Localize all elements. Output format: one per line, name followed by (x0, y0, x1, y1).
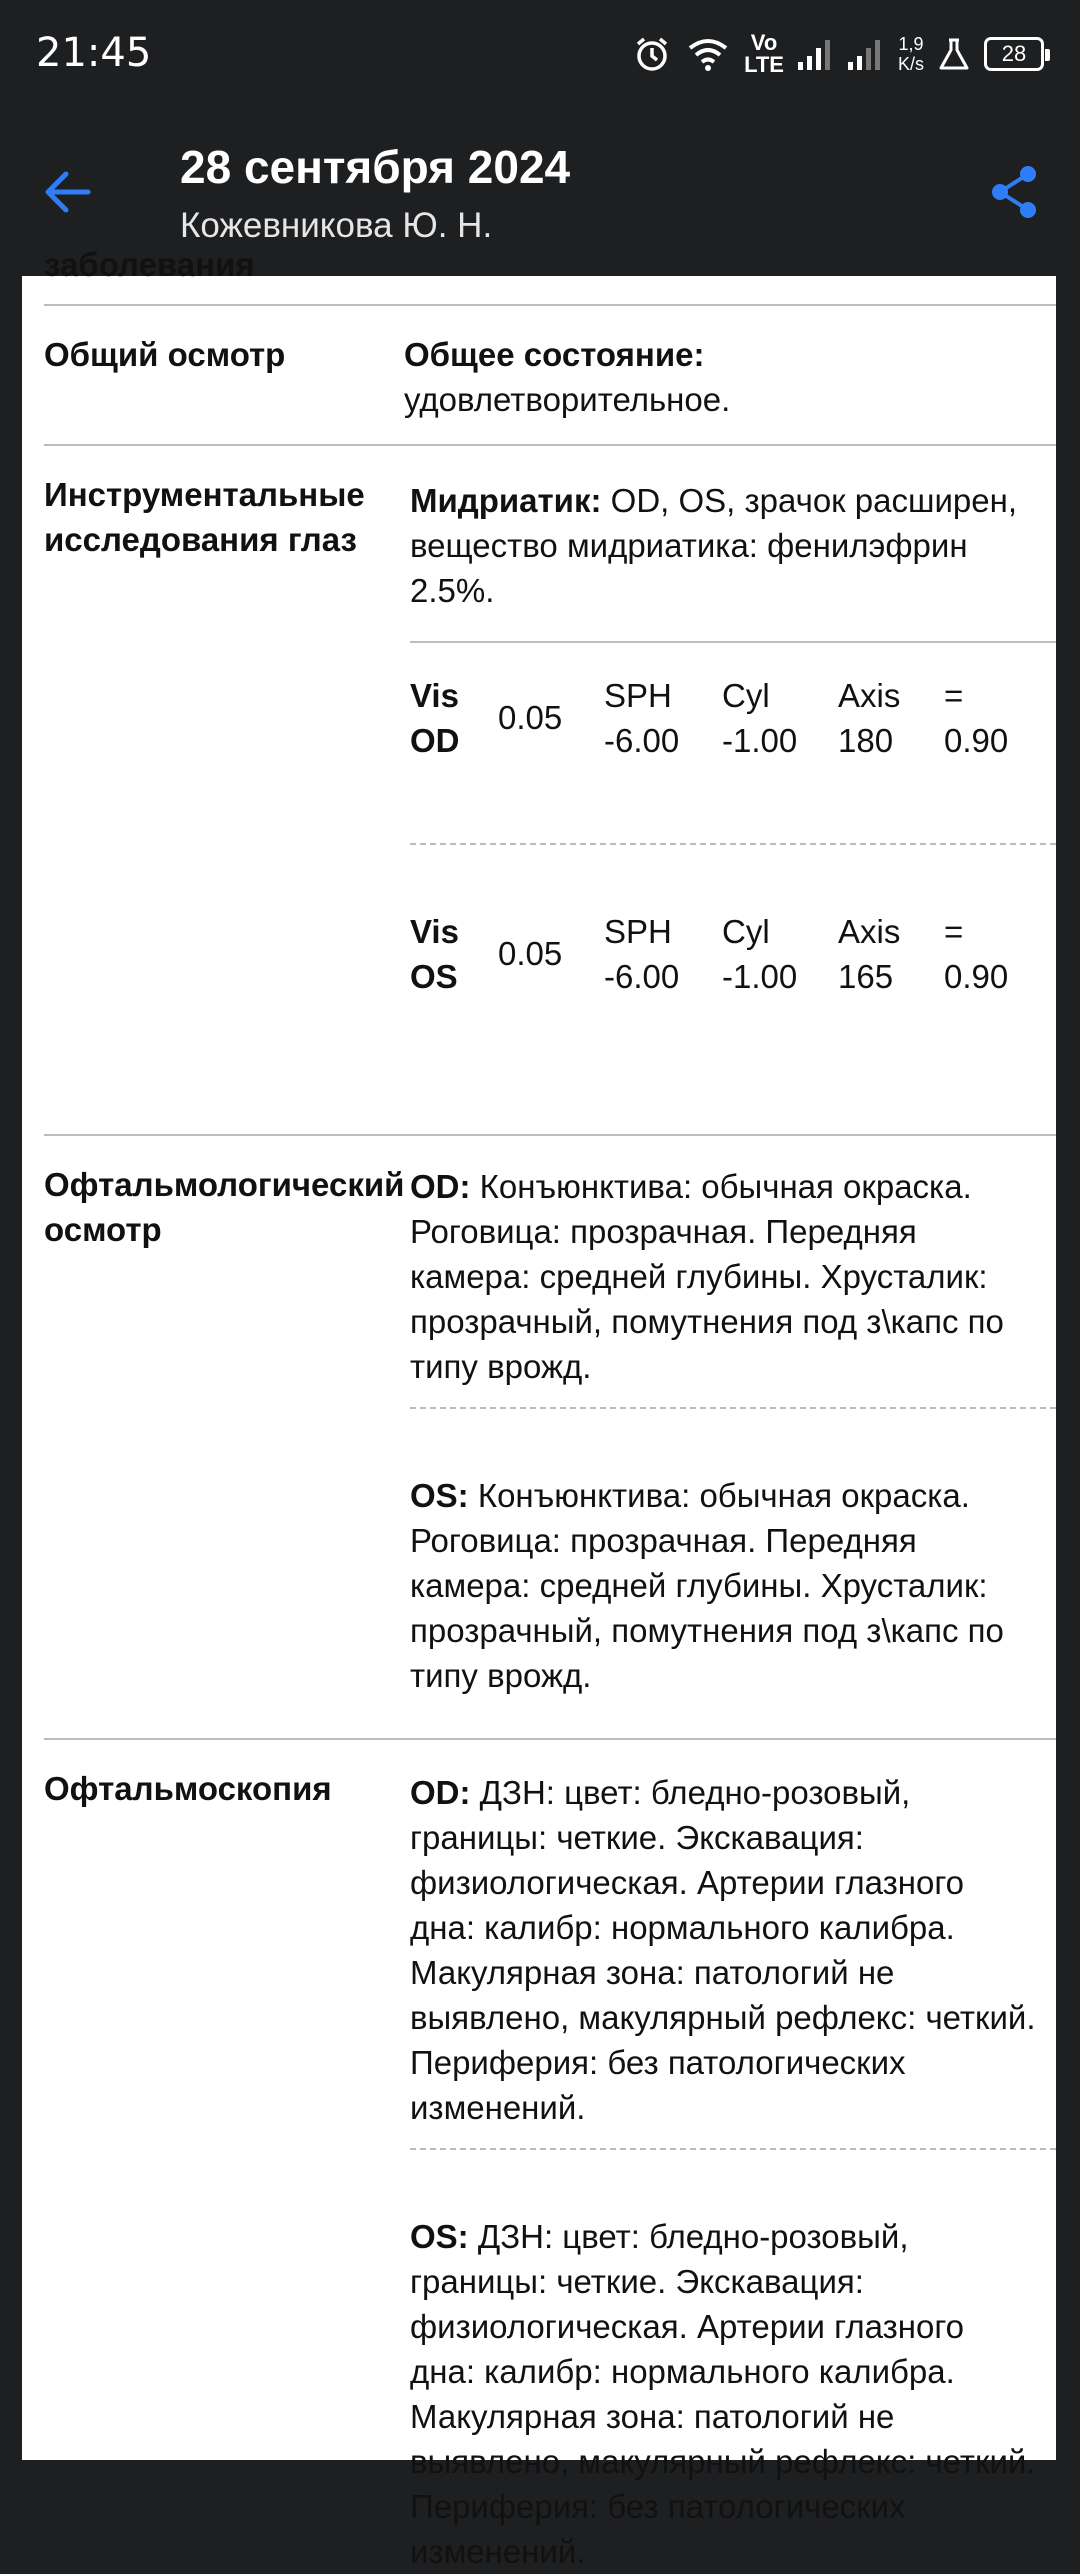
vis-value: 0.05 (498, 699, 563, 736)
axis: Axis 180 (838, 677, 901, 759)
section-value (410, 1740, 1056, 2574)
midriatic-text: Мидриатик: OD, OS, зрачок расширен, вещество мидриатика: фенилэфрин 2.5%. (410, 482, 1017, 609)
od-text: OD: ДЗН: цвет: бледно-розовый, границы: четкие. Экскавация: физиологическая. Артерии глазного дна: калибр: нормального калибра. Макулярная зона: патологий не выявлено, макулярный рефлекс: четкий. Периферия: без патологических изменений. (410, 1774, 1036, 2126)
general-state-text: удовлетворительное. (404, 381, 731, 418)
share-button[interactable] (976, 154, 1052, 230)
sph: SPH -6.00 (604, 913, 680, 995)
row-partial (44, 242, 1056, 304)
row-instrumental (44, 444, 1056, 1134)
section-value (410, 446, 1056, 999)
section-label: Офтальмологический осмотр (44, 1166, 405, 1248)
status-time: 21:45 (36, 30, 152, 76)
wifi-icon (686, 36, 730, 72)
section-value (404, 306, 1056, 422)
vis-os-row (410, 909, 1056, 999)
record-content[interactable] (22, 246, 1056, 2570)
battery-icon: 28 (984, 37, 1044, 71)
section-label: Инструментальные исследования глаз (44, 476, 365, 558)
row-general-exam (44, 304, 1056, 444)
section-label: заболевания (44, 246, 255, 283)
signal-icon-1 (798, 38, 834, 70)
vis-od-row (410, 673, 1056, 843)
status-icons (632, 26, 1044, 82)
result: = 0.90 (944, 913, 1009, 995)
share-icon (988, 164, 1040, 220)
cyl: Cyl -1.00 (722, 677, 798, 759)
page-subtitle: Кожевникова Ю. Н. (180, 206, 493, 245)
od-text: OD: Конъюнктива: обычная окраска. Роговица: прозрачная. Передняя камера: средней глубины. Хрусталик: прозрачный, помутнения под з\капс по типу врожд. (410, 1168, 1004, 1385)
alarm-icon (632, 34, 672, 74)
os-text: OS: Конъюнктива: обычная окраска. Роговица: прозрачная. Передняя камера: средней глубины. Хрусталик: прозрачный, помутнения под з\капс по типу врожд. (410, 1477, 1004, 1694)
network-speed: 1,9 K/s (897, 34, 924, 74)
section-label: Офтальмоскопия (44, 1770, 332, 1807)
section-value (410, 1136, 1056, 1698)
vis-label-od: Vis OD (410, 677, 460, 759)
signal-icon-2 (848, 38, 884, 70)
flask-icon (938, 37, 970, 71)
cyl: Cyl -1.00 (722, 913, 798, 995)
section-label: Общий осмотр (44, 336, 286, 373)
os-text: OS: ДЗН: цвет: бледно-розовый, границы: четкие. Экскавация: физиологическая. Артерии глазного дна: калибр: нормального калибра. Макулярная зона: патологий не выявлено, макулярный рефлекс: четкий. Периферия: без патологических изменений. (410, 2218, 1036, 2570)
sph: SPH -6.00 (604, 677, 680, 759)
vis-value: 0.05 (498, 935, 563, 972)
arrow-back-icon (40, 166, 92, 218)
divider-dashed (410, 843, 1056, 845)
general-state-heading: Общее состояние: (404, 336, 705, 373)
row-ophthalmologic-exam (44, 1134, 1056, 1738)
result: = 0.90 (944, 677, 1009, 759)
status-bar (0, 0, 1080, 110)
axis: Axis 165 (838, 913, 901, 995)
row-ophthalmoscopy (44, 1738, 1056, 2570)
back-button[interactable] (28, 154, 104, 230)
vis-label-os: Vis OS (410, 913, 459, 995)
network-type: Vo LTE (744, 30, 784, 77)
page-title: 28 сентября 2024 (180, 141, 571, 193)
divider (410, 641, 1056, 643)
